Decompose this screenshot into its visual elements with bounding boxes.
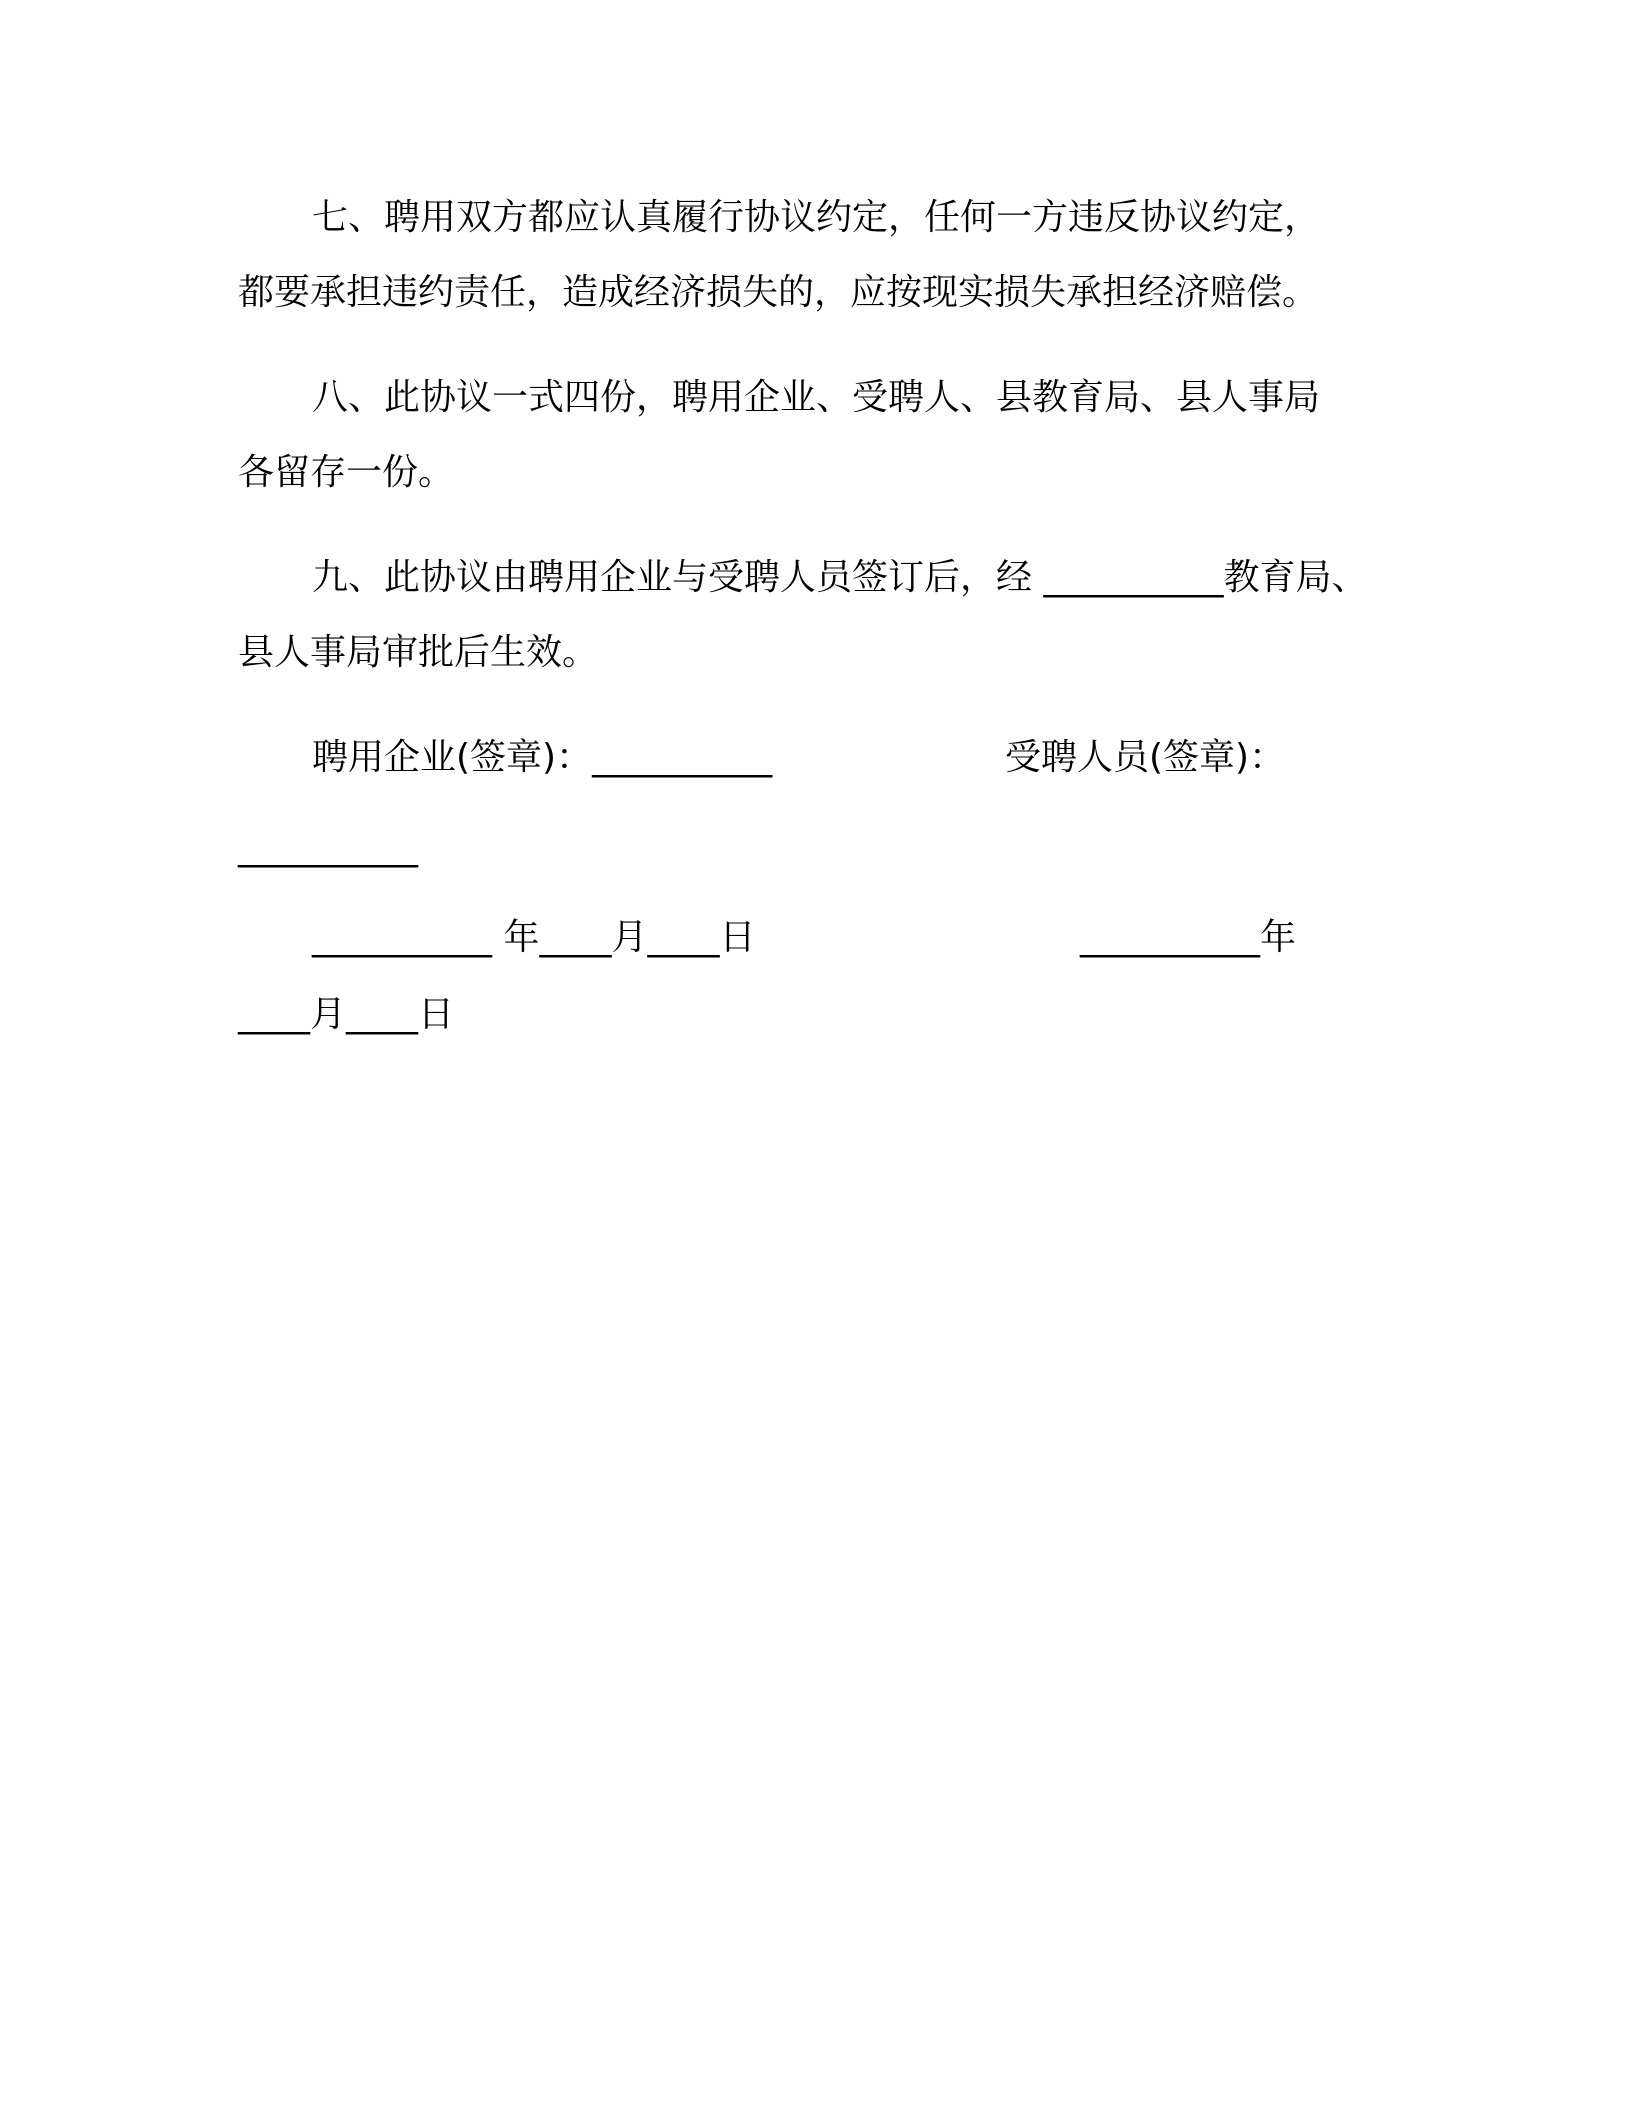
employee-signature-label: 受聘人员(签章)： [1005, 737, 1286, 778]
employee-signature-blank: __________ [238, 827, 418, 868]
employee-date-rest: ____月____日 [238, 994, 455, 1035]
employee-date-year: __________年 [1080, 917, 1297, 958]
para7-line1: 七、聘用双方都应认真履行协议约定，任何一方违反协议约定， [312, 197, 1321, 238]
para8-line2: 各留存一份。 [238, 452, 455, 493]
employer-signature-label: 聘用企业(签章)：__________ [312, 737, 773, 778]
para8-line1: 八、此协议一式四份，聘用企业、受聘人、县教育局、县人事局 [312, 377, 1321, 418]
para9-line2: 县人事局审批后生效。 [238, 632, 599, 673]
para9-line1: 九、此协议由聘用企业与受聘人员签订后，经 __________教育局、 [312, 557, 1368, 598]
employer-date: __________ 年____月____日 [312, 917, 756, 958]
para7-line2: 都要承担违约责任，造成经济损失的，应按现实损失承担经济赔偿。 [238, 272, 1319, 313]
